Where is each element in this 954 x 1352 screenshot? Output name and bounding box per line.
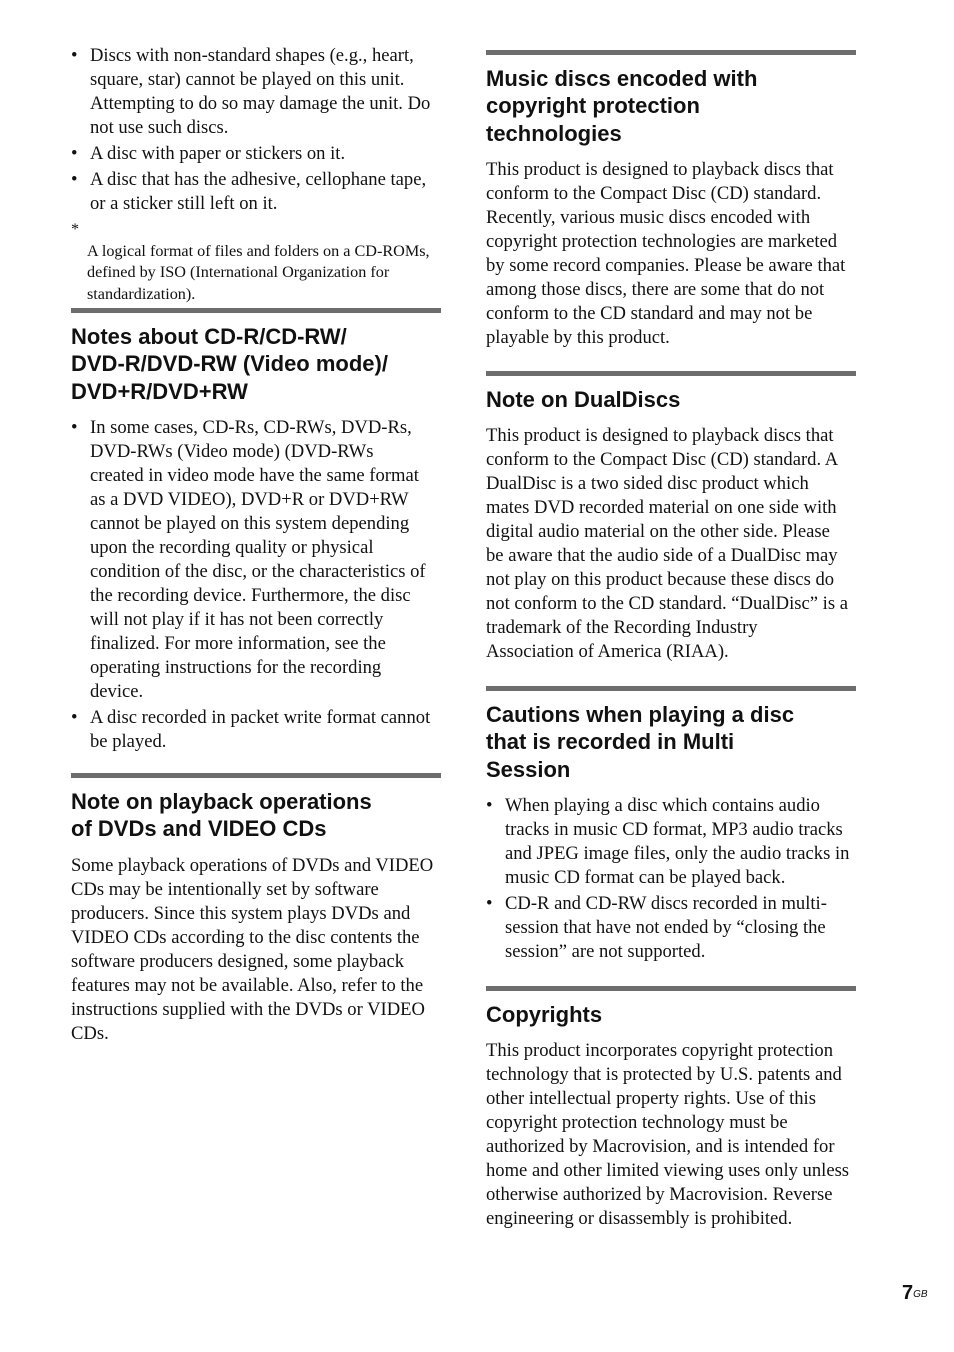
bullet-marker: • (71, 169, 78, 190)
page-number-value: 7 (902, 1282, 914, 1304)
section-body: Some playback operations of DVDs and VIDEO CDs may be intentionally set by software producers. Since this system plays DVDs and VIDEO CDs according to the disc contents the software producers designed, some playback features may not be available. Also, refer to the instructions supplied with the DVDs or VIDEO CDs. (71, 854, 434, 1044)
list-item-text: When playing a disc which contains audio tracks in music CD format, MP3 audio tracks and JPEG image files, only the audio tracks in music CD format can be played back. (505, 794, 850, 888)
list-item (486, 892, 856, 964)
bullet-marker: • (71, 416, 78, 438)
list-item-text: In some cases, CD-Rs, CD-RWs, DVD-Rs, DVD-RWs (Video mode) (DVD-RWs created in video mode have the same format as a DVD VIDEO), DVD+R or DVD+RW cannot be played on this system depending upon the recording quality or physical condition of the disc, or the characteristics of the recording device. Furthermore, the disc will not play if it has not been correctly finalized. For more information, see the operating instructions for the recording device. (90, 416, 426, 702)
bullet-marker: • (486, 892, 493, 914)
section-heading: Copyrights (486, 1002, 603, 1027)
footnote-mark: * (71, 220, 80, 238)
playback-operations-section (71, 773, 441, 1046)
section-body: This product is designed to playback discs that conform to the Compact Disc (CD) standard. A DualDisc is a two sided disc product which mates DVD recorded material on one side with digital audio material on the other side. Please be aware that the audio side of a DualDisc may not play on this product because these discs do not conform to the CD standard. “DualDisc” is a trademark of the Recording Industry Association of America (RIAA). (486, 425, 848, 663)
copyrights-section (486, 986, 856, 1231)
bullet-marker: • (486, 794, 493, 816)
list-item (71, 168, 441, 216)
section-heading: Note on playback operations of DVDs and VIDEO CDs (71, 789, 372, 842)
intro-bullet-list (71, 44, 441, 216)
section-heading: Music discs encoded with copyright protection technologies (486, 66, 758, 146)
section-heading: Cautions when playing a disc that is recorded in Multi Session (486, 702, 795, 782)
copyright-protection-section (486, 50, 856, 350)
intro-list-section (71, 44, 441, 305)
list-item (71, 416, 441, 704)
page-number (902, 1281, 928, 1305)
multisession-section (486, 686, 856, 966)
list-item-text: A disc recorded in packet write format cannot be played. (90, 706, 431, 752)
bullet-marker: • (71, 45, 78, 66)
bullet-marker: • (71, 143, 78, 164)
list-item (486, 794, 856, 890)
list-item (71, 44, 441, 140)
list-item-text: Discs with non-standard shapes (e.g., heart, square, star) cannot be played on this unit. Attempting to do so may damage the unit. Do not use such discs. (90, 45, 431, 138)
section-body: This product is designed to playback discs that conform to the Compact Disc (CD) standard. Recently, various music discs encoded with copyright protection technologies are marketed by some record companies. Please be aware that among those discs, there are some that do not conform to the CD standard and may not be playable by this product. (486, 158, 846, 348)
list-item (71, 142, 441, 166)
cdr-notes-bullet-list (71, 416, 441, 754)
section-heading: Notes about CD-R/CD-RW/ DVD-R/DVD-RW (Video mode)/ DVD+R/DVD+RW (71, 324, 388, 404)
list-item-text: CD-R and CD-RW discs recorded in multi- session that have not ended by “closing the session” are not supported. (505, 892, 827, 962)
section-heading: Note on DualDiscs (486, 387, 681, 412)
multisession-bullet-list (486, 794, 856, 964)
bullet-marker: • (71, 706, 78, 728)
cdr-notes-section (71, 308, 441, 756)
list-item (71, 706, 441, 754)
dualdisc-section (486, 371, 856, 664)
footnote-text: A logical format of files and folders on a CD-ROMs, defined by ISO (International Organization for standardization). (87, 241, 430, 303)
section-body: This product incorporates copyright protection technology that is protected by U.S. patents and other intellectual property rights. Use of this copyright protection technology must be authorized by Macrovision, and is intended for home and other limited viewing uses only unless otherwise authorized by Macrovision. Reverse engineering or disassembly is prohibited. (486, 1040, 850, 1230)
footnote (71, 219, 441, 305)
page-number-suffix: GB (913, 1289, 928, 1300)
list-item-text: A disc with paper or stickers on it. (90, 143, 346, 164)
list-item-text: A disc that has the adhesive, cellophane tape, or a sticker still left on it. (90, 169, 427, 214)
